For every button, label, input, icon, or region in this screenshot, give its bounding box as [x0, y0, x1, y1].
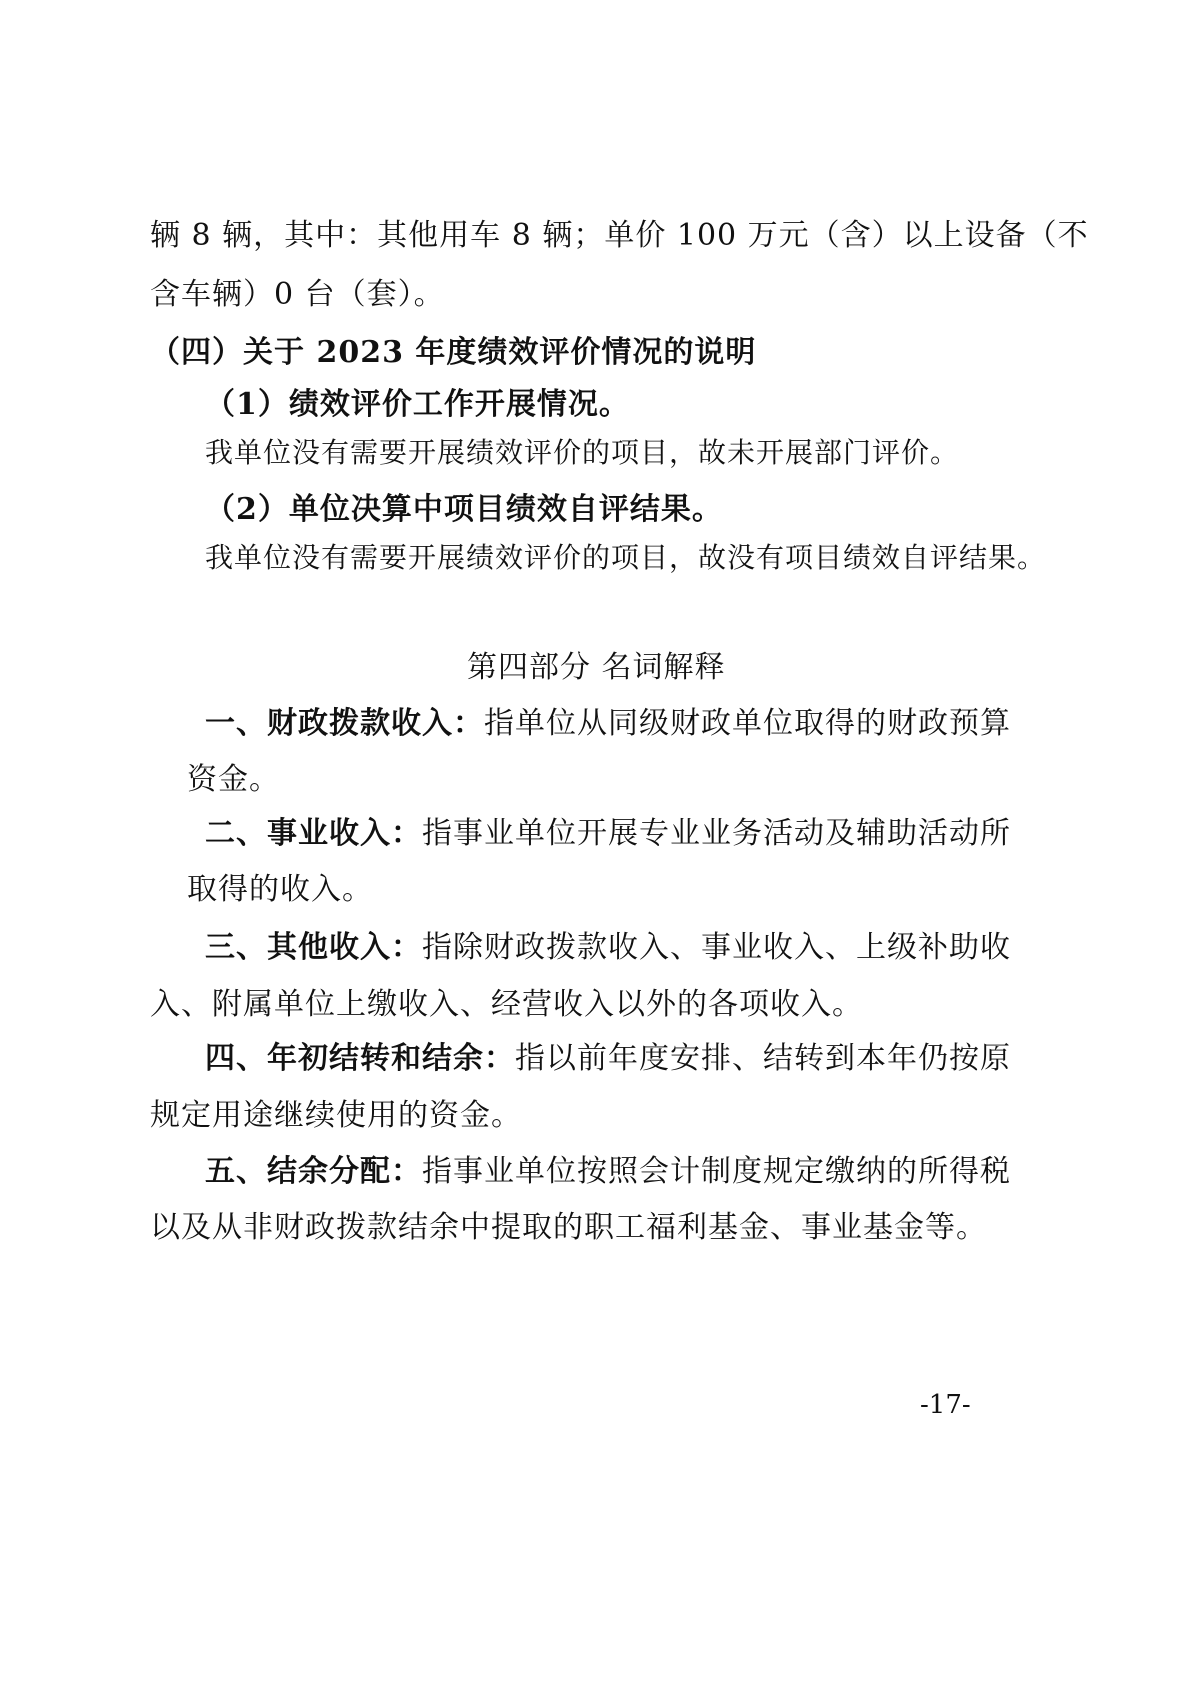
term-2-line-1	[205, 814, 1011, 854]
term-4-line-1	[205, 1039, 1011, 1079]
section-4-heading: （四）关于 2023 年度绩效评价情况的说明	[150, 335, 757, 370]
term-2-definition: 指事业单位开展专业业务活动及辅助活动所	[422, 816, 1011, 851]
page-number: -17-	[920, 1390, 971, 1420]
term-3-line-1	[205, 928, 1011, 968]
term-4-label: 四、年初结转和结余：	[205, 1041, 515, 1076]
part-4-title: 第四部分 名词解释	[467, 650, 726, 685]
term-2-line-2: 取得的收入。	[187, 872, 373, 907]
sub-2-text: 我单位没有需要开展绩效评价的项目，故没有项目绩效自评结果。	[205, 541, 1047, 574]
term-3-line-2: 入、附属单位上缴收入、经营收入以外的各项收入。	[150, 987, 863, 1022]
term-3-definition: 指除财政拨款收入、事业收入、上级补助收	[422, 930, 1011, 965]
sub-2-heading: （2）单位决算中项目绩效自评结果。	[205, 492, 723, 527]
term-1-label: 一、财政拨款收入：	[205, 706, 484, 741]
term-1-line-1	[205, 704, 1011, 744]
term-5-label: 五、结余分配：	[205, 1154, 422, 1189]
term-1-line-2: 资金。	[187, 762, 280, 797]
term-4-line-2: 规定用途继续使用的资金。	[150, 1098, 522, 1133]
sub-1-text: 我单位没有需要开展绩效评价的项目，故未开展部门评价。	[205, 436, 960, 469]
term-5-line-2: 以及从非财政拨款结余中提取的职工福利基金、事业基金等。	[150, 1210, 987, 1245]
term-4-definition: 指以前年度安排、结转到本年仍按原	[515, 1041, 1011, 1076]
term-1-definition: 指单位从同级财政单位取得的财政预算	[484, 706, 1011, 741]
vehicles-paragraph-line-1: 辆 8 辆，其中：其他用车 8 辆；单价 100 万元（含）以上设备（不	[150, 218, 1089, 253]
term-3-label: 三、其他收入：	[205, 930, 422, 965]
term-5-line-1	[205, 1152, 1011, 1192]
term-2-label: 二、事业收入：	[205, 816, 422, 851]
term-5-definition: 指事业单位按照会计制度规定缴纳的所得税	[422, 1154, 1011, 1189]
sub-1-heading: （1）绩效评价工作开展情况。	[205, 387, 630, 422]
vehicles-paragraph-line-2: 含车辆）0 台（套）。	[150, 277, 445, 312]
